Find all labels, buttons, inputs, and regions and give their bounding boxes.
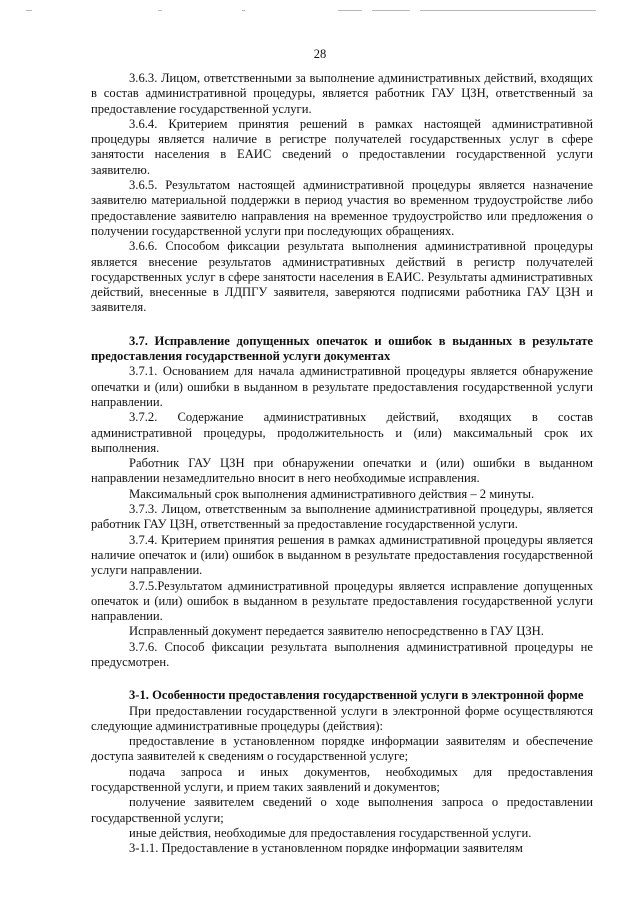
paragraph-corrected-document: Исправленный документ передается заявителю непосредственно в ГАУ ЦЗН. <box>129 624 544 639</box>
paragraph-electronic-intro: При предоставлении государственной услуги в электронной форме осуществляются следующие административные процедуры (действия): <box>91 703 593 733</box>
document-body <box>91 71 593 857</box>
list-item-information: предоставление в установленном порядке информации заявителям и обеспечение доступа заявителей к сведениям о государственной услуге; <box>91 734 593 764</box>
paragraph-3-7-6: 3.7.6. Способ фиксации результата выполнения административной процедуры не предусмотрен. <box>91 639 593 669</box>
paragraph-3-6-4: 3.6.4. Критерием принятия решений в рамках настоящей административной процедуры является наличие в регистре получателей государственных услуг в сфере занятости населения в ЕАИС сведений о предоставлении государственной услуги заявителю. <box>91 116 593 177</box>
paragraph-3-6-6: 3.6.6. Способом фиксации результата выполнения административной процедуры является внесение результатов административных действий в регистр получателей государственных услуг в сфере занятости населения в ЕАИС. Результаты административных действий, внесенные в ЛДПГУ заявителя, заверяются подписями работника ГАУ ЦЗН и заявителя. <box>91 239 593 315</box>
paragraph-3-7-5: 3.7.5.Результатом административной процедуры является исправление допущенных опечаток и (или) ошибок в выданном в результате предоставления государственной услуги направлении. <box>91 578 593 624</box>
paragraph-3-7-1: 3.7.1. Основанием для начала административной процедуры является обнаружение опечатки и (или) ошибки в выданном в результате предоставления государственной услуги направлении. <box>91 364 593 409</box>
section-heading-3-1: 3-1. Особенности предоставления государственной услуги в электронной форме <box>129 688 584 703</box>
list-item-request-submission: подача запроса и иных документов, необходимых для предоставления государственной услуги, и прием таких заявлений и документов; <box>91 764 593 795</box>
paragraph-corrections: Работник ГАУ ЦЗН при обнаружении опечатки и (или) ошибки в выданном направлении незамедлительно вносит в него необходимые исправления. <box>91 456 593 486</box>
paragraph-3-7-2: 3.7.2. Содержание административных действий, входящих в состав административной процедуры, продолжительность и (или) максимальный срок их выполнения. <box>91 410 593 455</box>
section-heading-3-7: 3.7. Исправление допущенных опечаток и ошибок в выданных в результате предоставления государственной услуги документах <box>91 333 593 364</box>
scan-artifact-top <box>0 10 640 18</box>
paragraph-3-1-1: 3-1.1. Предоставление в установленном порядке информации заявителям <box>129 841 523 856</box>
paragraph-3-7-4: 3.7.4. Критерием принятия решения в рамках административной процедуры является наличие опечаток и (или) ошибок в выданном в результате предоставления государственной услуги направлении. <box>91 532 593 578</box>
paragraph-3-7-3: 3.7.3. Лицом, ответственным за выполнение административной процедуры, является работник ГАУ ЦЗН, ответственный за предоставление государственной услуги. <box>91 502 593 532</box>
page-number: 28 <box>313 47 327 61</box>
list-item-other-actions: иные действия, необходимые для предоставления государственной услуги. <box>129 825 532 840</box>
paragraph-max-duration: Максимальный срок выполнения административного действия – 2 минуты. <box>129 486 535 501</box>
paragraph-3-6-3: 3.6.3. Лицом, ответственными за выполнение административных действий, входящих в состав административной процедуры, является работник ГАУ ЦЗН, ответственный за предоставление государственной услуги. <box>91 71 593 116</box>
paragraph-3-6-5: 3.6.5. Результатом настоящей административной процедуры является назначение заявителю материальной поддержки в период участия во временном трудоустройстве либо предоставление заявителю направления на временное трудоустройство или предложения о получении государственной услуги при последующих обращениях. <box>91 178 593 238</box>
list-item-status-info: получение заявителем сведений о ходе выполнения запроса о предоставлении государственной услуги; <box>91 795 593 825</box>
